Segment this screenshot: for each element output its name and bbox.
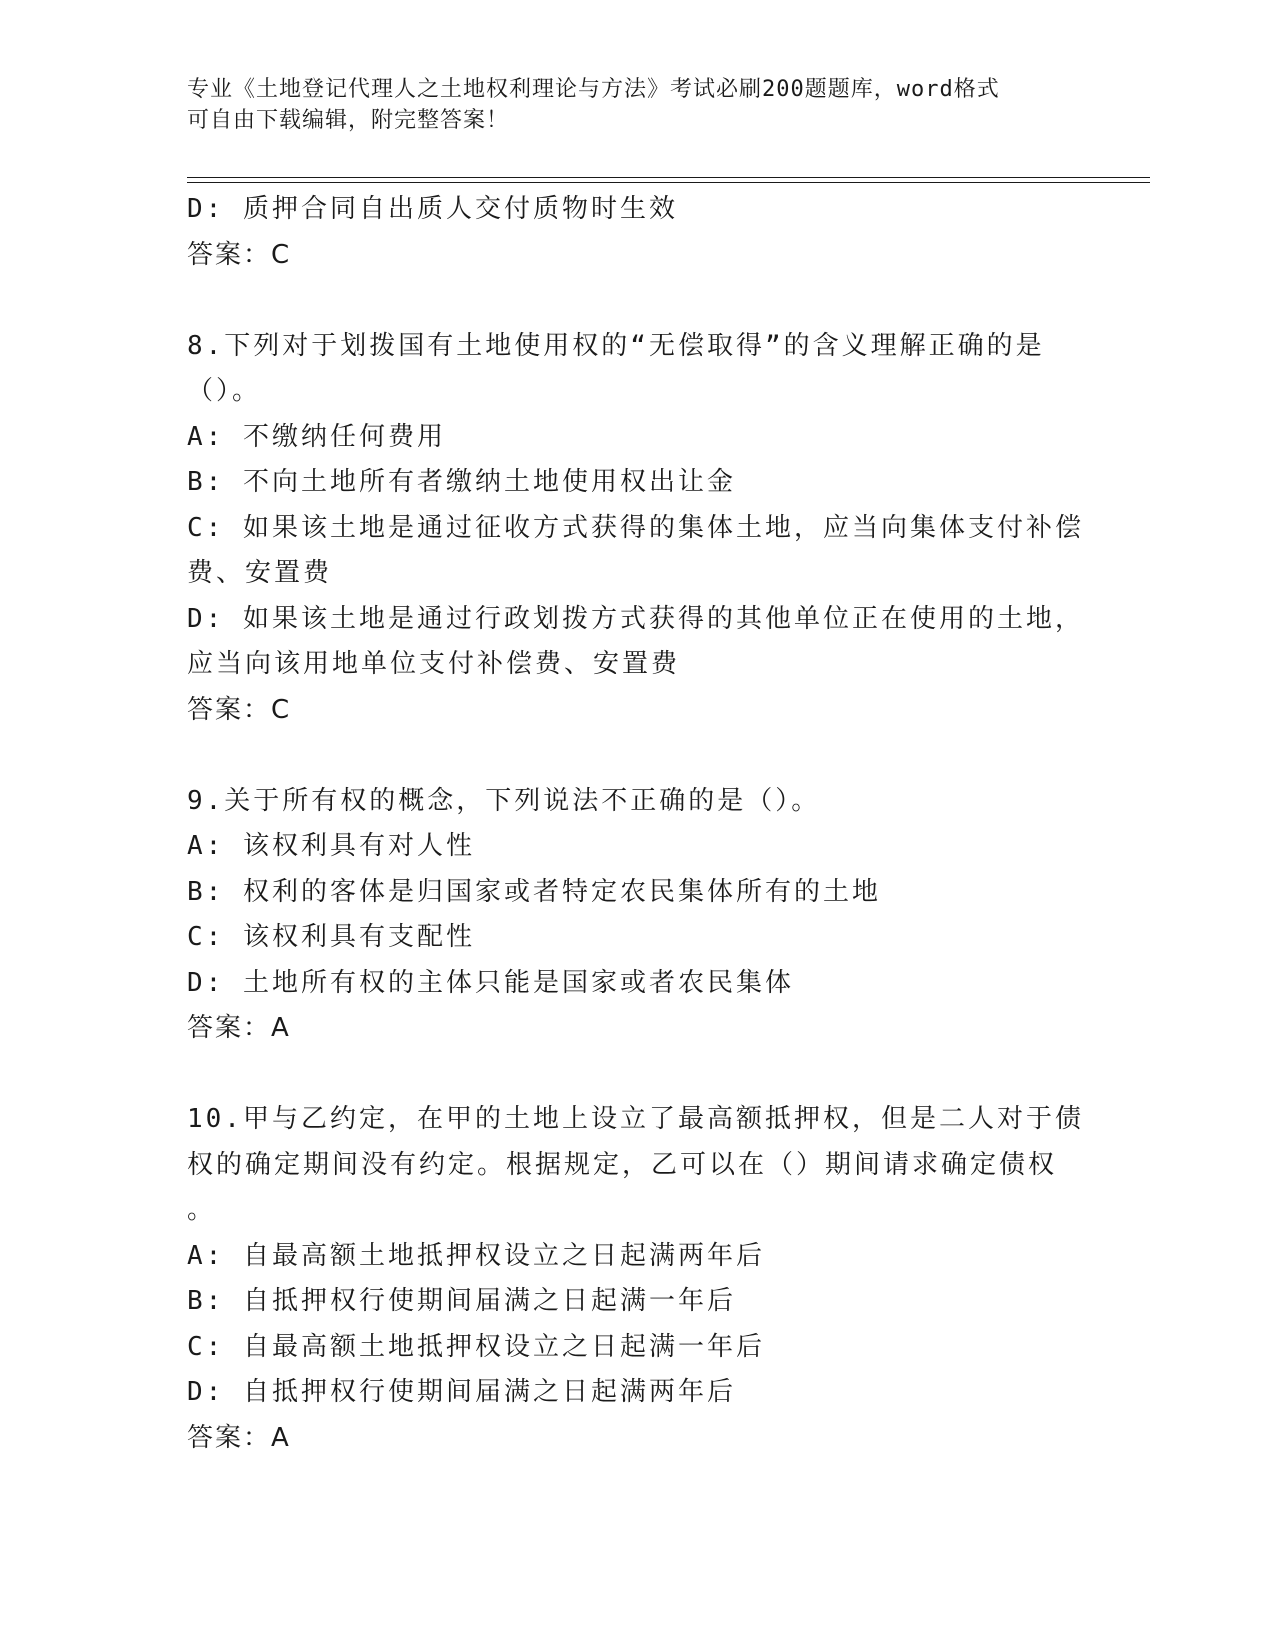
question-9 [187,779,1087,1052]
question-stem: 10.甲与乙约定，在甲的土地上设立了最高额抵押权，但是二人对于债 [187,1104,1084,1134]
option-c-continued: 费、安置费 [187,558,333,588]
answer: 答案：C [187,239,292,270]
option-a: A: 不缴纳任何费用 [187,421,446,452]
header-line-2: 可自由下载编辑，附完整答案！ [187,108,510,133]
option-d: D: 如果该土地是通过行政划拨方式获得的其他单位正在使用的土地， [187,603,1084,634]
question-10 [187,1097,1087,1461]
answer: 答案：A [187,1013,291,1043]
question-stem: 8.下列对于划拨国有土地使用权的“无偿取得”的含义理解正确的是 [187,330,1045,361]
option-a: A: 该权利具有对人性 [187,831,475,861]
header-line-1: 专业《土地登记代理人之土地权利理论与方法》考试必刷200题题库，word格式 [187,77,1000,102]
spacer [187,1052,1087,1098]
option-d: D: 土地所有权的主体只能是国家或者农民集体 [187,967,794,998]
answer: 答案：A [187,1422,291,1453]
question-stem-continued: 权的确定期间没有约定。根据规定，乙可以在（）期间请求确定债权 [187,1149,1058,1180]
question-8 [187,324,1087,734]
option-d-continued: 应当向该用地单位支付补偿费、安置费 [187,649,681,679]
option-b: B: 权利的客体是归国家或者特定农民集体所有的土地 [187,876,881,907]
option-a: A: 自最高额土地抵押权设立之日起满两年后 [187,1240,765,1271]
question-stem: 9.关于所有权的概念，下列说法不正确的是（）。 [187,785,821,816]
option-c: C: 如果该土地是通过征收方式获得的集体土地，应当向集体支付补偿 [187,512,1084,543]
question-list [187,187,1087,1461]
header-rule-bottom [187,182,1150,183]
question-stem-continued: （）。 [187,376,262,406]
option-d: D: 质押合同自出质人交付质物时生效 [187,194,678,224]
question-7-tail [187,187,1087,278]
question-stem-end: 。 [187,1195,217,1225]
spacer [187,278,1087,324]
spacer [187,733,1087,779]
option-b: B: 自抵押权行使期间届满之日起满一年后 [187,1286,736,1316]
option-c: C: 自最高额土地抵押权设立之日起满一年后 [187,1331,765,1362]
header-rule-top [187,177,1150,178]
document-header [187,74,1067,136]
option-d: D: 自抵押权行使期间届满之日起满两年后 [187,1377,736,1407]
option-c: C: 该权利具有支配性 [187,922,475,952]
option-b: B: 不向土地所有者缴纳土地使用权出让金 [187,467,736,497]
answer: 答案：C [187,694,292,725]
